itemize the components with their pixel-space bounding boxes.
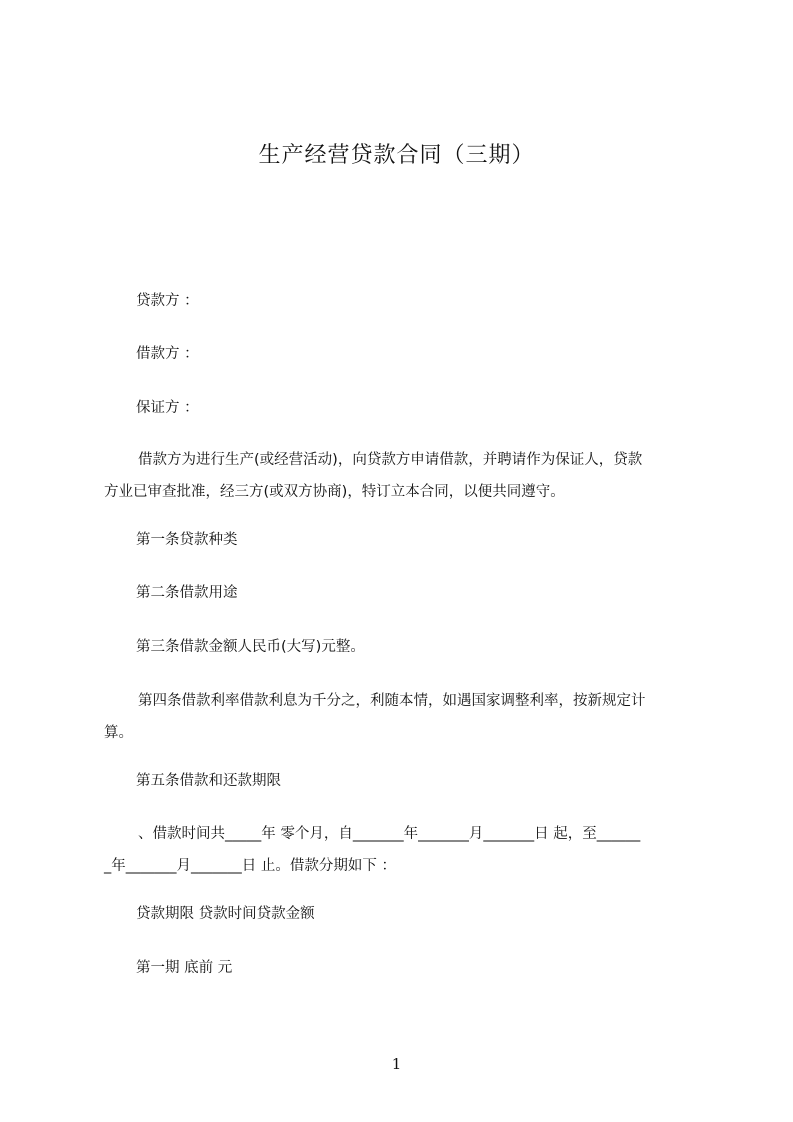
guarantor-line: 保证方 ： <box>136 400 199 416</box>
lender-line: 贷款方 ： <box>136 293 199 309</box>
article-4-line-2: 算。 <box>104 725 133 741</box>
article-4 <box>104 685 704 749</box>
article-2: 第二条借款用途 <box>136 585 238 601</box>
loan-term-line-2: _年_______月_______日 止。借款分期如下 ： <box>104 858 396 874</box>
intro-line-1: 借款方为进行生产(或经营活动)，向贷款方申请借款，并聘请作为保证人，贷款 <box>138 452 643 468</box>
article-5: 第五条借款和还款期限 <box>136 773 281 789</box>
intro-line-2: 方业已审查批准，经三方(或双方协商)，特订立本合同，以便共同遵守。 <box>104 484 565 500</box>
schedule-row-1: 第一期 底前 元 <box>136 960 233 976</box>
intro-paragraph <box>104 444 704 508</box>
document-title: 生产经营贷款合同（三期） <box>258 143 535 168</box>
borrower-line: 借款方 ： <box>136 346 199 362</box>
loan-term-paragraph <box>104 818 704 882</box>
article-1: 第一条贷款种类 <box>136 532 238 548</box>
article-4-line-1: 第四条借款利率借款利息为千分之，利随本情，如遇国家调整利率，按新规定计 <box>138 693 646 709</box>
page-number: 1 <box>391 1055 402 1073</box>
schedule-header: 贷款期限 贷款时间贷款金额 <box>136 906 315 922</box>
article-3: 第三条借款金额人民币(大写)元整。 <box>136 639 365 655</box>
loan-term-line-1: 、借款时间共_____年 零个月，自_______年_______月_______日 起，至______ <box>138 826 641 842</box>
